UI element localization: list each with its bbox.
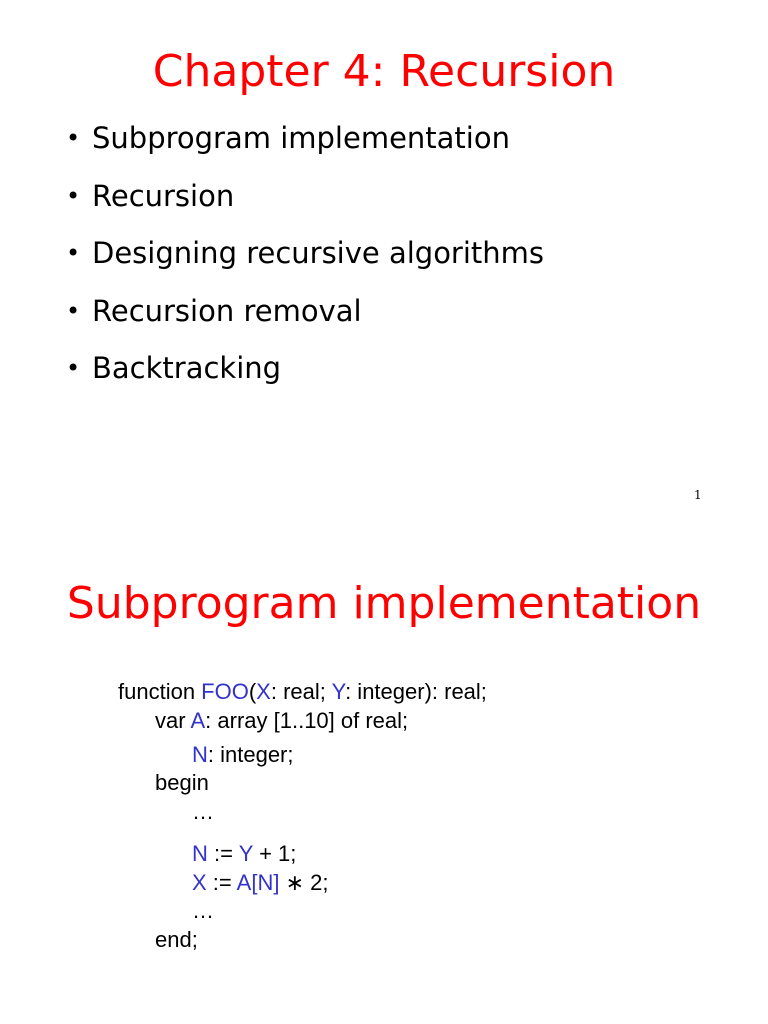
code-identifier: X <box>192 870 207 895</box>
bullet-icon: • <box>66 239 81 267</box>
slide-2 <box>0 512 768 1024</box>
code-text: : integer; <box>207 742 294 767</box>
code-text: ( <box>248 679 257 704</box>
bullet-icon: • <box>66 296 81 325</box>
slide-title: Subprogram implementation <box>66 578 702 629</box>
code-line <box>118 679 487 705</box>
code-keyword: end; <box>155 927 198 952</box>
code-identifier: N <box>192 841 208 866</box>
code-identifier: Y <box>331 679 346 704</box>
code-text: + 1; <box>252 841 297 866</box>
code-identifier: A <box>190 708 206 733</box>
bullet-text: Recursion <box>92 178 235 213</box>
code-text: := <box>206 870 237 895</box>
code-line <box>192 898 214 924</box>
code-text: … <box>192 799 214 824</box>
code-line <box>155 770 209 796</box>
code-text: : real; <box>270 679 332 704</box>
code-line <box>192 799 214 825</box>
code-text: … <box>192 898 214 923</box>
code-keyword: var <box>155 708 191 733</box>
code-text: ∗ 2; <box>279 870 329 895</box>
code-line <box>192 742 294 768</box>
bullet-icon: • <box>66 124 81 152</box>
bullet-text: Designing recursive algorithms <box>92 236 545 270</box>
code-identifier: X <box>256 679 271 704</box>
bullet-text: Backtracking <box>92 351 282 385</box>
code-text: := <box>207 841 239 866</box>
code-identifier: FOO <box>201 679 249 704</box>
code-text: : integer): real; <box>345 679 487 704</box>
code-identifier: A[N] <box>236 870 280 895</box>
slide-title: Chapter 4: Recursion <box>152 46 616 97</box>
bullet-text: Recursion removal <box>92 293 362 328</box>
page-number: 1 <box>694 488 702 502</box>
code-identifier: Y <box>238 841 253 866</box>
bullet-icon: • <box>66 354 81 382</box>
code-line <box>192 870 328 896</box>
code-line <box>155 708 408 734</box>
code-keyword: function <box>118 679 202 704</box>
code-text: : array [1..10] of real; <box>205 708 409 733</box>
bullet-icon: • <box>66 181 81 210</box>
bullet-text: Subprogram implementation <box>92 121 510 155</box>
code-line <box>155 927 198 953</box>
code-line <box>192 841 296 867</box>
code-identifier: N <box>192 742 208 767</box>
code-keyword: begin <box>155 770 209 795</box>
